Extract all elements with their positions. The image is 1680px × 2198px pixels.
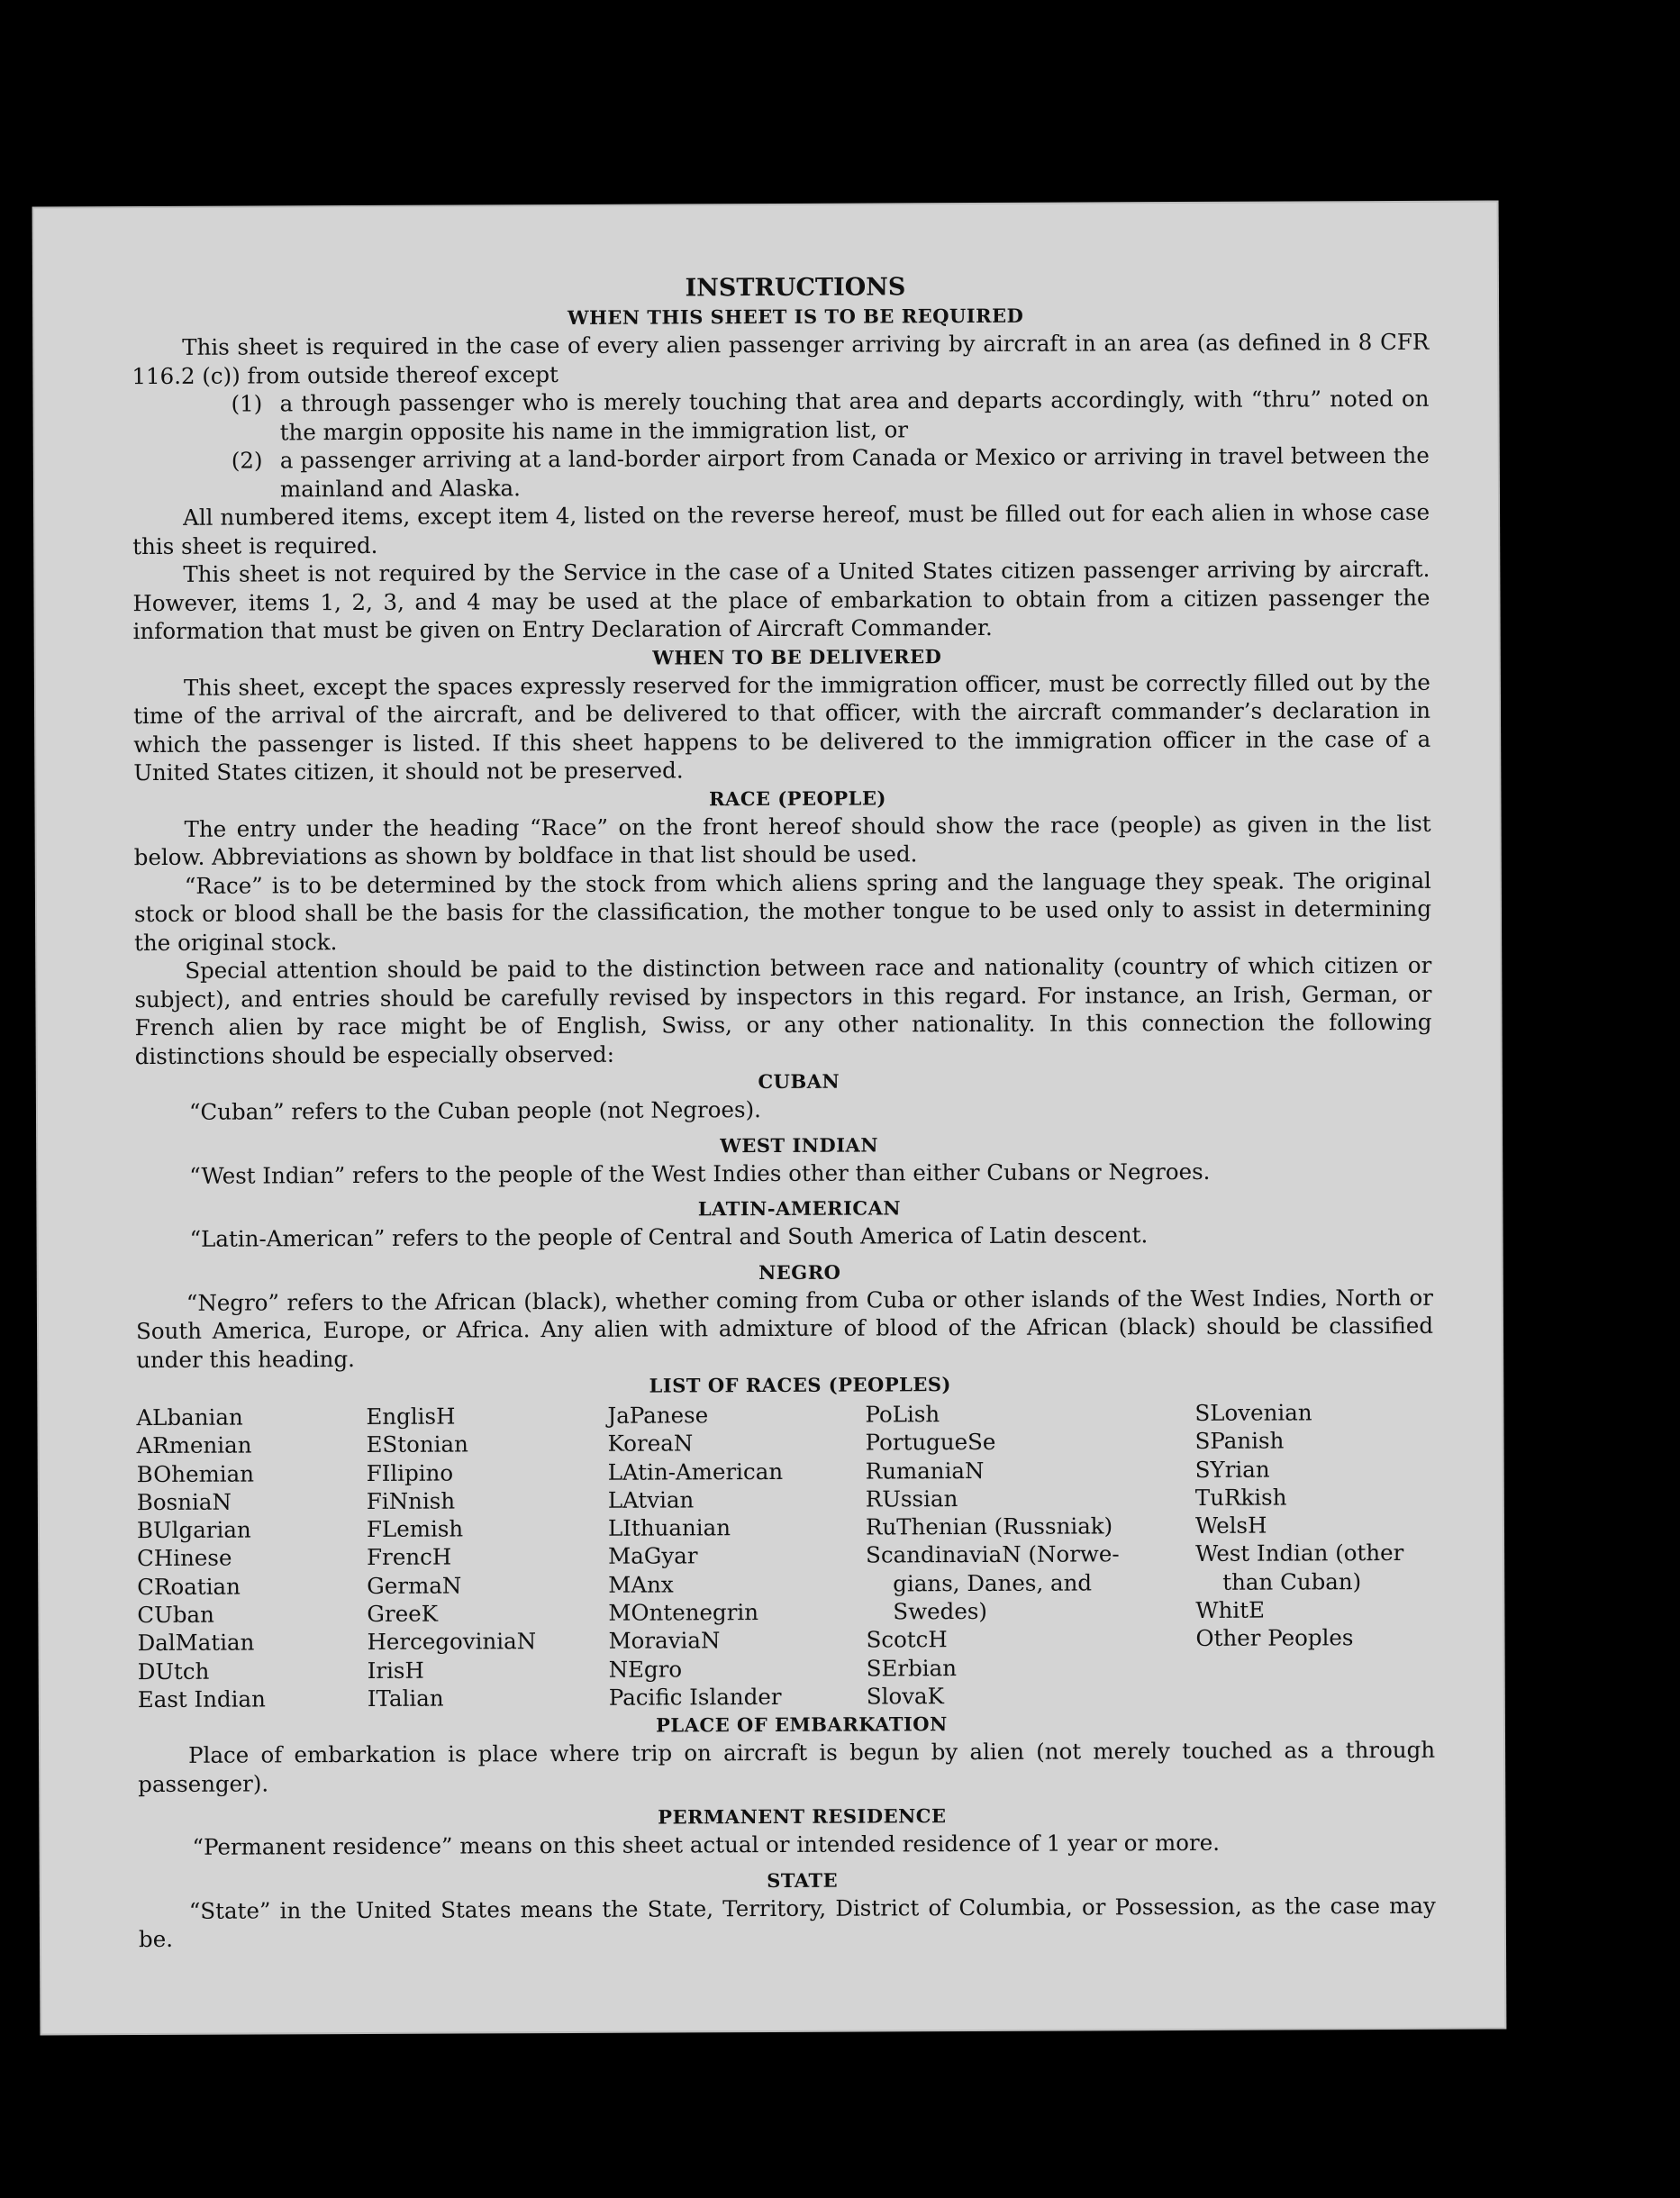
paragraph-residence: “Permanent residence” means on this sheet actual or intended residence of 1 year or more. bbox=[192, 1830, 1221, 1861]
paragraph-citizen: This sheet is not required by the Service in the case of a United States citizen passenger arriving by aircraft. However, items 1, 2, 3, and 4 may be used at the place of embarkation to obtain from a citizen passenger the information that must be given on Entry Declaration of Aircraft Commander. bbox=[132, 555, 1430, 645]
paragraph-latin-american: “Latin-American” refers to the people of Central and South America of Latin descent. bbox=[189, 1222, 1149, 1252]
list-item: TuRkish bbox=[1194, 1484, 1287, 1511]
list-item: Pacific Islander bbox=[608, 1683, 782, 1711]
races-column-4 bbox=[865, 1399, 1195, 1711]
paragraph-west-indian: “West Indian” refers to the people of the West Indies other than either Cubans or Negroes. bbox=[189, 1158, 1211, 1189]
item-number: (1) bbox=[231, 390, 263, 417]
list-item: NEgro bbox=[608, 1656, 683, 1683]
list-item: BosniaN bbox=[136, 1488, 232, 1515]
heading-races-list: LIST OF RACES (PEOPLES) bbox=[649, 1373, 952, 1397]
paragraph-race-1: The entry under the heading “Race” on the front hereof should show the race (people) as given in the list below. Abbreviations as shown by boldface in that list should be used. bbox=[133, 810, 1431, 871]
list-item: WelsH bbox=[1194, 1512, 1267, 1540]
heading-west-indian: WEST INDIAN bbox=[720, 1132, 879, 1157]
page-title: INSTRUCTIONS bbox=[685, 273, 906, 303]
list-item: FIlipino bbox=[366, 1459, 454, 1486]
list-item: GermaN bbox=[367, 1572, 462, 1599]
list-item: PoLish bbox=[865, 1401, 940, 1428]
list-item: ScotcH bbox=[866, 1626, 948, 1653]
list-item bbox=[231, 385, 1429, 447]
list-item: CUban bbox=[137, 1601, 214, 1629]
list-item: EnglisH bbox=[366, 1403, 456, 1430]
list-item: MaGyar bbox=[608, 1542, 698, 1570]
list-item: RuThenian (Russniak) bbox=[865, 1512, 1113, 1540]
list-item: ALbanian bbox=[136, 1403, 243, 1431]
paragraph-embarkation: Place of embarkation is place where trip on aircraft is begun by alien (not merely touched as a through passenger). bbox=[138, 1737, 1436, 1797]
list-item: IrisH bbox=[367, 1657, 424, 1684]
list-item: CHinese bbox=[137, 1545, 232, 1572]
races-column-5 bbox=[1194, 1398, 1434, 1709]
paragraph-state: “State” in the United States means the State, Territory, District of Columbia, or Possession, as the case may be. bbox=[138, 1892, 1436, 1953]
list-item: ITalian bbox=[367, 1685, 444, 1712]
list-item: MAnx bbox=[608, 1571, 674, 1598]
list-item: ScandinaviaN (Norwe- bbox=[866, 1540, 1120, 1569]
document-sheet bbox=[34, 202, 1505, 2033]
list-item: SYrian bbox=[1194, 1456, 1270, 1483]
instructions-content bbox=[132, 271, 1436, 1954]
list-item: GreeK bbox=[367, 1600, 439, 1628]
list-item: gians, Danes, and bbox=[893, 1569, 1093, 1597]
races-column-3 bbox=[607, 1401, 866, 1712]
list-item: WhitE bbox=[1195, 1596, 1265, 1624]
paragraph-cuban: “Cuban” refers to the Cuban people (not Negroes). bbox=[188, 1096, 761, 1125]
heading-latin-american: LATIN-AMERICAN bbox=[697, 1196, 902, 1221]
paragraph-delivered: This sheet, except the spaces expressly reserved for the immigration officer, must be correctly filled out by the time of the arrival of the aircraft, and be delivered to that officer, with the aircraft commander’s declaration in which the passenger is listed. If this sheet happens to be delivered to the immigration officer in the case of a United States citizen, it should not be preserved. bbox=[132, 668, 1431, 786]
list-item: DUtch bbox=[137, 1658, 210, 1685]
list-item: LAtvian bbox=[607, 1486, 695, 1513]
list-item: SLovenian bbox=[1194, 1399, 1312, 1426]
heading-negro: NEGRO bbox=[758, 1260, 841, 1284]
list-item: HercegoviniaN bbox=[367, 1628, 537, 1656]
races-table bbox=[136, 1398, 1434, 1714]
item-number: (2) bbox=[231, 447, 263, 474]
paragraph-negro: “Negro” refers to the African (black), whether coming from Cuba or other islands of the West Indies, North or South America, Europe, or Africa. Any alien with admixture of blood of the African (black) should be classified under this heading. bbox=[135, 1284, 1434, 1373]
heading-residence: PERMANENT RESIDENCE bbox=[658, 1804, 947, 1829]
heading-race: RACE (PEOPLE) bbox=[708, 786, 886, 810]
heading-embarkation: PLACE OF EMBARKATION bbox=[656, 1712, 948, 1737]
list-item: EStonian bbox=[366, 1431, 468, 1458]
paragraph-numbered-items: All numbered items, except item 4, listed on the reverse hereof, must be filled out for each alien in whose case this sheet is required. bbox=[132, 498, 1430, 559]
heading-required: WHEN THIS SHEET IS TO BE REQUIRED bbox=[567, 304, 1024, 329]
list-item: BOhemian bbox=[136, 1460, 255, 1487]
list-item: CRoatian bbox=[137, 1573, 241, 1600]
list-item: KoreaN bbox=[607, 1430, 694, 1458]
list-item: DalMatian bbox=[137, 1629, 255, 1657]
list-item: MOntenegrin bbox=[608, 1599, 759, 1626]
list-item: LAtin-American bbox=[607, 1458, 784, 1485]
item-text: a through passenger who is merely touching that area and departs accordingly, with “thru” noted on the margin opposite his name in the immigration list, or bbox=[279, 385, 1430, 445]
list-item: PortugueSe bbox=[865, 1429, 996, 1456]
paragraph-race-2: “Race” is to be determined by the stock from which aliens spring and the language they speak. The original stock or blood shall be the basis for the classification, the mother tongue to be used only to assist in determining the original stock. bbox=[133, 867, 1432, 956]
paragraph-required-intro: This sheet is required in the case of every alien passenger arriving by aircraft in an area (as defined in 8 CFR 116.2 (c)) from outside thereof except bbox=[132, 328, 1430, 389]
list-item: FrencH bbox=[367, 1544, 452, 1571]
list-item: East Indian bbox=[137, 1685, 266, 1713]
list-item: Swedes) bbox=[893, 1598, 988, 1625]
item-text: a passenger arriving at a land-border airport from Canada or Mexico or arriving in travel between the mainland and Alaska. bbox=[279, 441, 1430, 502]
list-item: SlovaK bbox=[866, 1683, 944, 1710]
races-column-1 bbox=[136, 1403, 367, 1713]
list-item: ARmenian bbox=[136, 1431, 252, 1459]
list-item: SErbian bbox=[866, 1654, 958, 1682]
list-item: West Indian (other bbox=[1195, 1540, 1404, 1567]
list-item: LIthuanian bbox=[607, 1514, 731, 1541]
list-item: than Cuban) bbox=[1222, 1567, 1362, 1595]
list-item: SPanish bbox=[1194, 1427, 1285, 1455]
paragraph-race-3: Special attention should be paid to the distinction between race and nationality (country of which citizen or subject), and entries should be carefully revised by inspectors in this regard. For instance, an Irish, German, or French alien by race might be of English, Swiss, or any other nationality. In this connection the following distinctions should be especially observed: bbox=[134, 951, 1432, 1069]
heading-cuban: CUBAN bbox=[758, 1069, 840, 1094]
list-item: JaPanese bbox=[607, 1402, 709, 1429]
list-item bbox=[232, 441, 1430, 504]
list-item: BUlgarian bbox=[136, 1516, 251, 1544]
races-column-2 bbox=[366, 1402, 608, 1712]
list-item: Other Peoples bbox=[1195, 1624, 1354, 1652]
list-item: RumaniaN bbox=[865, 1457, 985, 1485]
list-item: MoraviaN bbox=[608, 1627, 721, 1655]
heading-state: STATE bbox=[767, 1868, 839, 1892]
heading-delivered: WHEN TO BE DELIVERED bbox=[652, 644, 942, 669]
list-item: FLemish bbox=[366, 1515, 464, 1543]
list-item: FiNnish bbox=[366, 1487, 456, 1514]
list-item: RUssian bbox=[865, 1485, 958, 1512]
